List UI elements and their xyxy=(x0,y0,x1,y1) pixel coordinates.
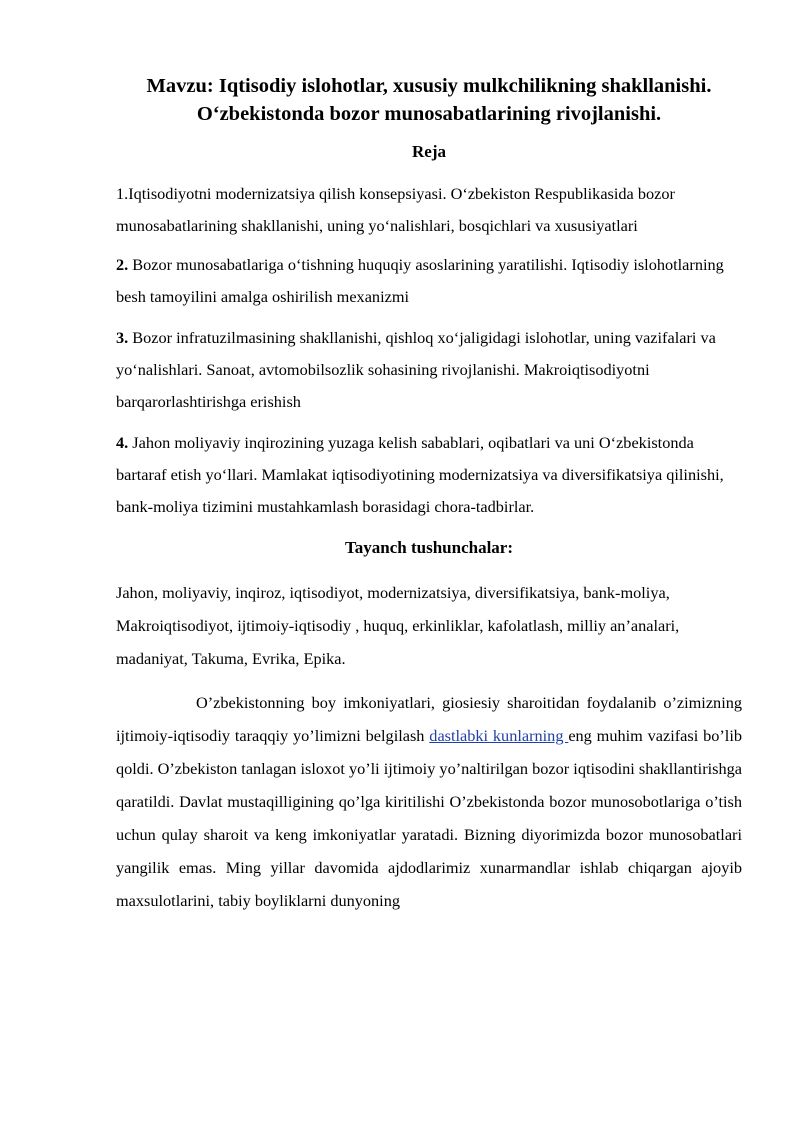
plan-item-3-text: Bozor infratuzilmasining shakllanishi, qishloq xo‘jaligidagi islohotlar, uning vazifalari va yo‘nalishlari. Sanoat, avtomobilsozlik sohasining rivojlanishi. Makroiqtisodiyotni barqarorlashtirishga erishish xyxy=(116,328,716,411)
title-line-1: Mavzu: Iqtisodiy islohotlar, xususiy mulkchilikning shakllanishi. xyxy=(146,75,712,97)
document-title xyxy=(116,72,742,128)
plan-item-3-number: 3. xyxy=(116,328,129,347)
body-paragraph xyxy=(116,686,742,917)
concepts-text: Jahon, moliyaviy, inqiroz, iqtisodiyot, modernizatsiya, diversifikatsiya, bank-moliya, Makroiqtisodiyot, ijtimoiy-iqtisodiy , huquq, erkinliklar, kafolatlash, milliy an’analari, madaniyat, Takuma, Evrika, Epika. xyxy=(116,583,680,668)
plan-item-4 xyxy=(116,427,742,523)
body-text-start: O’zbekistonning boy imkoniyatlari, giosiesiy sharoitidan foydalanib o’zimizning ijtimoiy-iqtisodiy taraqqiy yo’limizni belgilash xyxy=(116,693,742,745)
plan-item-1 xyxy=(116,178,742,242)
plan-item-2-text: Bozor munosabatlariga o‘tishning huquqiy asoslarining yaratilishi. Iqtisodiy islohotlarning besh tamoyilini amalga oshirilish mexanizmi xyxy=(116,255,724,306)
plan-item-4-number: 4. xyxy=(116,433,129,452)
plan-heading: Reja xyxy=(412,142,446,161)
body-hyperlink[interactable]: dastlabki kunlarning xyxy=(429,726,569,745)
body-text-rest: eng muhim vazifasi bo’lib qoldi. O’zbekiston tanlagan isloxot yo’li ijtimoiy yo’naltirilgan bozor iqtisodini shakllantirishga qaratildi. Davlat mustaqilligining qo’lga kiritilishi O’zbekistonda bozor munosobotlariga o’tish uchun qulay sharoit va keng imkoniyatlar yaratadi. Bizning diyorimizda bozor munosobatlari yangilik emas. Ming yillar davomida ajdodlarimiz xunarmandlar ishlab chiqargan ajoyib maxsulotlarini, tabiy boyliklarni dunyoning xyxy=(116,726,742,910)
plan-item-3 xyxy=(116,322,742,418)
plan-item-2-number: 2. xyxy=(116,255,129,274)
plan-item-2 xyxy=(116,249,742,313)
document-page xyxy=(116,72,742,917)
plan-item-4-text: Jahon moliyaviy inqirozining yuzaga kelish sabablari, oqibatlari va uni O‘zbekistonda bartaraf etish yo‘llari. Mamlakat iqtisodiyotining modernizatsiya va diversifikatsiya qilinishi, bank-moliya tizimini mustahkamlash borasidagi chora-tadbirlar. xyxy=(116,433,724,516)
title-line-2: O‘zbekistonda bozor munosabatlarining rivojlanishi. xyxy=(196,103,662,125)
concepts-heading: Tayanch tushunchalar: xyxy=(344,538,513,557)
plan-item-1-text: 1.Iqtisodiyotni modernizatsiya qilish konsepsiyasi. O‘zbekiston Respublikasida bozor munosabatlarining shakllanishi, uning yo‘nalishlari, bosqichlari va xususiyatlari xyxy=(116,184,675,235)
